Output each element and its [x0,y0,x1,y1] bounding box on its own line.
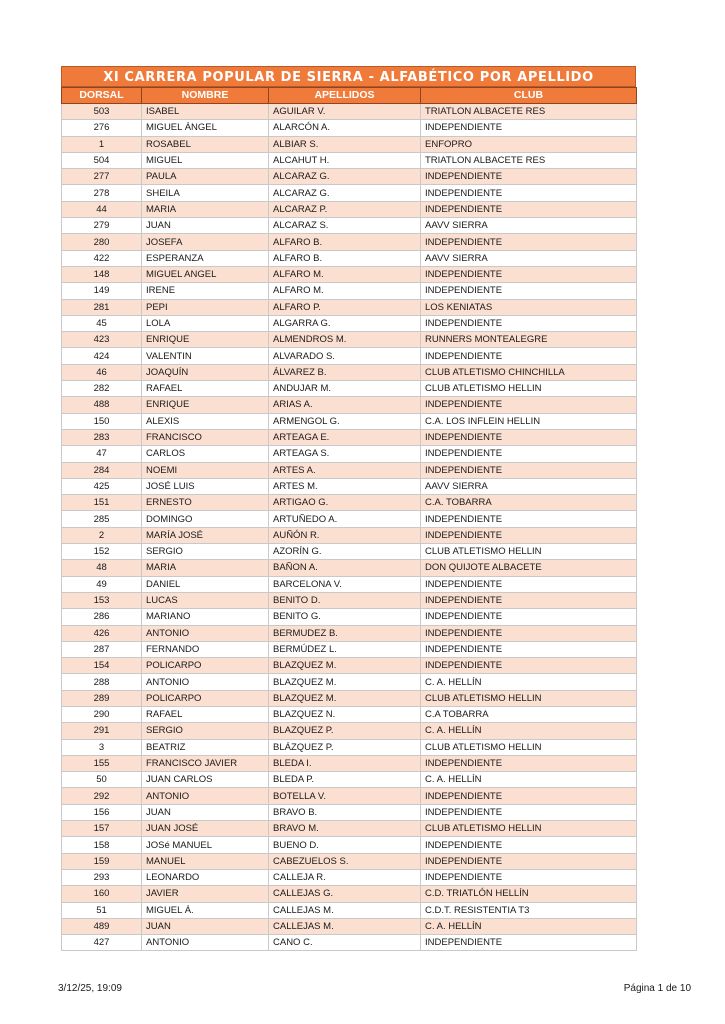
cell-nombre: CARLOS [142,446,269,462]
cell-dorsal: 282 [62,381,142,397]
table-row [62,560,637,576]
table-row [62,315,637,331]
cell-club: INDEPENDIENTE [421,869,637,885]
table-row [62,625,637,641]
table-row [62,201,637,217]
cell-dorsal: 426 [62,625,142,641]
cell-apellidos: BERMUDEZ B. [269,625,421,641]
cell-club: CLUB ATLETISMO HELLIN [421,739,637,755]
cell-dorsal: 292 [62,788,142,804]
cell-club: INDEPENDIENTE [421,837,637,853]
cell-apellidos: BLAZQUEZ M. [269,690,421,706]
cell-apellidos: BRAVO M. [269,821,421,837]
cell-nombre: JOSÉ LUIS [142,478,269,494]
cell-dorsal: 425 [62,478,142,494]
cell-nombre: LOLA [142,315,269,331]
table-row [62,397,637,413]
cell-dorsal: 287 [62,641,142,657]
table-row [62,706,637,722]
cell-club: INDEPENDIENTE [421,397,637,413]
cell-dorsal: 293 [62,869,142,885]
cell-apellidos: BLAZQUEZ M. [269,658,421,674]
cell-apellidos: BENITO D. [269,592,421,608]
cell-nombre: ANTONIO [142,788,269,804]
cell-club: C. A. HELLÍN [421,918,637,934]
cell-dorsal: 1 [62,136,142,152]
table-row [62,381,637,397]
cell-apellidos: CABEZUELOS S. [269,853,421,869]
cell-nombre: JOSé MANUEL [142,837,269,853]
cell-club: C.A TOBARRA [421,706,637,722]
cell-nombre: FERNANDO [142,641,269,657]
table-row [62,739,637,755]
cell-club: INDEPENDIENTE [421,576,637,592]
cell-dorsal: 277 [62,169,142,185]
cell-dorsal: 3 [62,739,142,755]
table-row [62,120,637,136]
cell-apellidos: CALLEJAS M. [269,918,421,934]
cell-apellidos: BLÁZQUEZ P. [269,739,421,755]
cell-dorsal: 503 [62,104,142,120]
cell-nombre: VALENTIN [142,348,269,364]
table-row [62,185,637,201]
cell-club: INDEPENDIENTE [421,788,637,804]
cell-nombre: ANTONIO [142,625,269,641]
cell-dorsal: 285 [62,511,142,527]
table-row [62,755,637,771]
table-row [62,495,637,511]
table-row [62,658,637,674]
cell-nombre: POLICARPO [142,690,269,706]
cell-club: CLUB ATLETISMO CHINCHILLA [421,364,637,380]
cell-apellidos: BLEDA P. [269,772,421,788]
table-row [62,250,637,266]
table-row [62,853,637,869]
cell-dorsal: 276 [62,120,142,136]
cell-club: C. A. HELLÍN [421,772,637,788]
table-row [62,902,637,918]
cell-nombre: JUAN CARLOS [142,772,269,788]
table-row [62,234,637,250]
cell-club: INDEPENDIENTE [421,283,637,299]
cell-apellidos: ALARCÓN A. [269,120,421,136]
cell-club: INDEPENDIENTE [421,625,637,641]
cell-club: INDEPENDIENTE [421,935,637,951]
cell-nombre: FRANCISCO [142,429,269,445]
table-row [62,511,637,527]
cell-dorsal: 48 [62,560,142,576]
cell-apellidos: BUENO D. [269,837,421,853]
cell-dorsal: 156 [62,804,142,820]
cell-nombre: ENRIQUE [142,397,269,413]
cell-nombre: ANTONIO [142,674,269,690]
cell-apellidos: ARTEAGA S. [269,446,421,462]
cell-dorsal: 51 [62,902,142,918]
table-row [62,136,637,152]
cell-apellidos: ALFARO M. [269,283,421,299]
cell-club: C. A. HELLÍN [421,723,637,739]
cell-apellidos: ALFARO B. [269,234,421,250]
cell-nombre: MIGUEL ANGEL [142,266,269,282]
cell-club: C. A. HELLÍN [421,674,637,690]
cell-nombre: RAFAEL [142,706,269,722]
table-row [62,266,637,282]
cell-club: TRIATLON ALBACETE RES [421,104,637,120]
cell-nombre: SERGIO [142,723,269,739]
table-row [62,364,637,380]
cell-nombre: JOSEFA [142,234,269,250]
cell-nombre: ANTONIO [142,935,269,951]
cell-club: INDEPENDIENTE [421,185,637,201]
table-row [62,592,637,608]
cell-dorsal: 283 [62,429,142,445]
header-row [62,88,637,104]
cell-apellidos: ALCAHUT H. [269,152,421,168]
table-row [62,462,637,478]
table-row [62,169,637,185]
cell-club: INDEPENDIENTE [421,658,637,674]
cell-apellidos: ALFARO M. [269,266,421,282]
cell-apellidos: BENITO G. [269,609,421,625]
cell-nombre: NOEMI [142,462,269,478]
cell-apellidos: ALCARAZ S. [269,218,421,234]
table-row [62,772,637,788]
cell-club: CLUB ATLETISMO HELLIN [421,381,637,397]
cell-nombre: MARIA [142,201,269,217]
table-body [62,104,637,951]
cell-apellidos: ALBIAR S. [269,136,421,152]
cell-apellidos: ALMENDROS M. [269,332,421,348]
cell-apellidos: CALLEJAS M. [269,902,421,918]
cell-nombre: MIGUEL ÁNGEL [142,120,269,136]
cell-dorsal: 157 [62,821,142,837]
cell-apellidos: ALGARRA G. [269,315,421,331]
cell-dorsal: 278 [62,185,142,201]
cell-nombre: LUCAS [142,592,269,608]
cell-dorsal: 45 [62,315,142,331]
table-row [62,918,637,934]
cell-club: INDEPENDIENTE [421,201,637,217]
cell-nombre: MARIA [142,560,269,576]
cell-apellidos: BARCELONA V. [269,576,421,592]
table-row [62,690,637,706]
table-row [62,674,637,690]
cell-club: INDEPENDIENTE [421,429,637,445]
cell-dorsal: 488 [62,397,142,413]
table-row [62,576,637,592]
cell-nombre: SERGIO [142,544,269,560]
cell-apellidos: BLAZQUEZ N. [269,706,421,722]
cell-apellidos: ARMENGOL G. [269,413,421,429]
cell-nombre: MANUEL [142,853,269,869]
cell-apellidos: ÁLVAREZ B. [269,364,421,380]
cell-nombre: MARÍA JOSÉ [142,527,269,543]
cell-dorsal: 154 [62,658,142,674]
table-row [62,152,637,168]
cell-club: INDEPENDIENTE [421,755,637,771]
cell-club: TRIATLON ALBACETE RES [421,152,637,168]
cell-dorsal: 504 [62,152,142,168]
cell-nombre: ESPERANZA [142,250,269,266]
cell-nombre: JUAN JOSÉ [142,821,269,837]
cell-apellidos: ALFARO B. [269,250,421,266]
cell-club: CLUB ATLETISMO HELLIN [421,544,637,560]
table-row [62,609,637,625]
cell-apellidos: ARTES M. [269,478,421,494]
cell-club: AAVV SIERRA [421,250,637,266]
cell-club: C.D.T. RESISTENTIA T3 [421,902,637,918]
cell-dorsal: 280 [62,234,142,250]
cell-dorsal: 159 [62,853,142,869]
table-row [62,283,637,299]
cell-nombre: JAVIER [142,886,269,902]
cell-club: ENFOPRO [421,136,637,152]
cell-apellidos: AUÑÓN R. [269,527,421,543]
table-row [62,788,637,804]
cell-nombre: ROSABEL [142,136,269,152]
cell-nombre: FRANCISCO JAVIER [142,755,269,771]
cell-apellidos: ARTIGAO G. [269,495,421,511]
cell-club: CLUB ATLETISMO HELLIN [421,821,637,837]
cell-club: INDEPENDIENTE [421,348,637,364]
table-title: XI CARRERA POPULAR DE SIERRA - ALFABÉTICO POR APELLIDO [61,66,636,87]
cell-club: INDEPENDIENTE [421,169,637,185]
cell-apellidos: ARTEAGA E. [269,429,421,445]
table-row [62,413,637,429]
cell-apellidos: AGUILAR V. [269,104,421,120]
cell-nombre: IRENE [142,283,269,299]
cell-apellidos: ALCARAZ P. [269,201,421,217]
cell-nombre: ISABEL [142,104,269,120]
cell-nombre: POLICARPO [142,658,269,674]
table-row [62,446,637,462]
cell-dorsal: 158 [62,837,142,853]
table-row [62,429,637,445]
cell-nombre: MARIANO [142,609,269,625]
cell-apellidos: ARTUÑEDO A. [269,511,421,527]
cell-nombre: PAULA [142,169,269,185]
cell-nombre: JUAN [142,218,269,234]
cell-dorsal: 289 [62,690,142,706]
column-header-apellidos: APELLIDOS [269,88,421,104]
table-row [62,641,637,657]
cell-nombre: MIGUEL Á. [142,902,269,918]
table-row [62,544,637,560]
table-row [62,332,637,348]
cell-nombre: JUAN [142,918,269,934]
cell-dorsal: 290 [62,706,142,722]
cell-dorsal: 155 [62,755,142,771]
cell-club: INDEPENDIENTE [421,641,637,657]
cell-club: AAVV SIERRA [421,218,637,234]
cell-apellidos: BRAVO B. [269,804,421,820]
column-header-nombre: NOMBRE [142,88,269,104]
cell-dorsal: 489 [62,918,142,934]
cell-dorsal: 153 [62,592,142,608]
cell-apellidos: BLEDA I. [269,755,421,771]
cell-dorsal: 160 [62,886,142,902]
cell-nombre: DANIEL [142,576,269,592]
cell-dorsal: 149 [62,283,142,299]
cell-club: INDEPENDIENTE [421,446,637,462]
cell-club: LOS KENIATAS [421,299,637,315]
cell-apellidos: ALCARAZ G. [269,169,421,185]
cell-apellidos: BOTELLA V. [269,788,421,804]
cell-nombre: JOAQUÍN [142,364,269,380]
cell-nombre: MIGUEL [142,152,269,168]
cell-dorsal: 2 [62,527,142,543]
cell-club: RUNNERS MONTEALEGRE [421,332,637,348]
cell-nombre: LEONARDO [142,869,269,885]
cell-dorsal: 424 [62,348,142,364]
cell-club: INDEPENDIENTE [421,511,637,527]
participants-table [61,87,637,951]
table-row [62,837,637,853]
cell-apellidos: ARIAS A. [269,397,421,413]
cell-apellidos: ALFARO P. [269,299,421,315]
cell-club: AAVV SIERRA [421,478,637,494]
cell-club: CLUB ATLETISMO HELLIN [421,690,637,706]
cell-club: C.D. TRIATLÓN HELLÍN [421,886,637,902]
cell-dorsal: 47 [62,446,142,462]
cell-nombre: JUAN [142,804,269,820]
cell-club: INDEPENDIENTE [421,609,637,625]
cell-dorsal: 286 [62,609,142,625]
cell-apellidos: BERMÚDEZ L. [269,641,421,657]
cell-club: C.A. LOS INFLEIN HELLIN [421,413,637,429]
cell-apellidos: BAÑON A. [269,560,421,576]
cell-club: INDEPENDIENTE [421,804,637,820]
cell-apellidos: ALCARAZ G. [269,185,421,201]
cell-dorsal: 427 [62,935,142,951]
cell-apellidos: ANDUJAR M. [269,381,421,397]
table-row [62,821,637,837]
cell-dorsal: 281 [62,299,142,315]
cell-dorsal: 284 [62,462,142,478]
table-row [62,935,637,951]
cell-club: INDEPENDIENTE [421,592,637,608]
cell-apellidos: CALLEJA R. [269,869,421,885]
cell-nombre: DOMINGO [142,511,269,527]
results-table-container [61,66,636,951]
cell-dorsal: 288 [62,674,142,690]
cell-dorsal: 150 [62,413,142,429]
cell-apellidos: CANO C. [269,935,421,951]
table-row [62,299,637,315]
print-datetime: 3/12/25, 19:09 [58,983,122,994]
cell-nombre: ERNESTO [142,495,269,511]
table-row [62,104,637,120]
column-header-club: CLUB [421,88,637,104]
cell-dorsal: 152 [62,544,142,560]
cell-club: DON QUIJOTE ALBACETE [421,560,637,576]
cell-club: INDEPENDIENTE [421,234,637,250]
cell-club: INDEPENDIENTE [421,462,637,478]
cell-club: INDEPENDIENTE [421,266,637,282]
cell-nombre: PEPI [142,299,269,315]
cell-dorsal: 50 [62,772,142,788]
page-number: Página 1 de 10 [623,983,691,994]
cell-club: C.A. TOBARRA [421,495,637,511]
table-row [62,348,637,364]
cell-dorsal: 423 [62,332,142,348]
cell-apellidos: CALLEJAS G. [269,886,421,902]
cell-dorsal: 422 [62,250,142,266]
cell-apellidos: ALVARADO S. [269,348,421,364]
table-row [62,527,637,543]
cell-club: INDEPENDIENTE [421,853,637,869]
cell-dorsal: 151 [62,495,142,511]
cell-dorsal: 279 [62,218,142,234]
cell-nombre: ENRIQUE [142,332,269,348]
cell-nombre: BEATRIZ [142,739,269,755]
cell-nombre: RAFAEL [142,381,269,397]
cell-dorsal: 46 [62,364,142,380]
cell-dorsal: 148 [62,266,142,282]
table-row [62,478,637,494]
cell-club: INDEPENDIENTE [421,120,637,136]
cell-apellidos: ARTES A. [269,462,421,478]
cell-club: INDEPENDIENTE [421,315,637,331]
cell-nombre: SHEILA [142,185,269,201]
cell-dorsal: 291 [62,723,142,739]
table-row [62,804,637,820]
cell-dorsal: 44 [62,201,142,217]
cell-nombre: ALEXIS [142,413,269,429]
cell-club: INDEPENDIENTE [421,527,637,543]
table-row [62,723,637,739]
cell-apellidos: BLAZQUEZ P. [269,723,421,739]
cell-apellidos: BLAZQUEZ M. [269,674,421,690]
table-row [62,218,637,234]
table-row [62,886,637,902]
table-row [62,869,637,885]
cell-dorsal: 49 [62,576,142,592]
cell-apellidos: AZORÍN G. [269,544,421,560]
column-header-dorsal: DORSAL [62,88,142,104]
